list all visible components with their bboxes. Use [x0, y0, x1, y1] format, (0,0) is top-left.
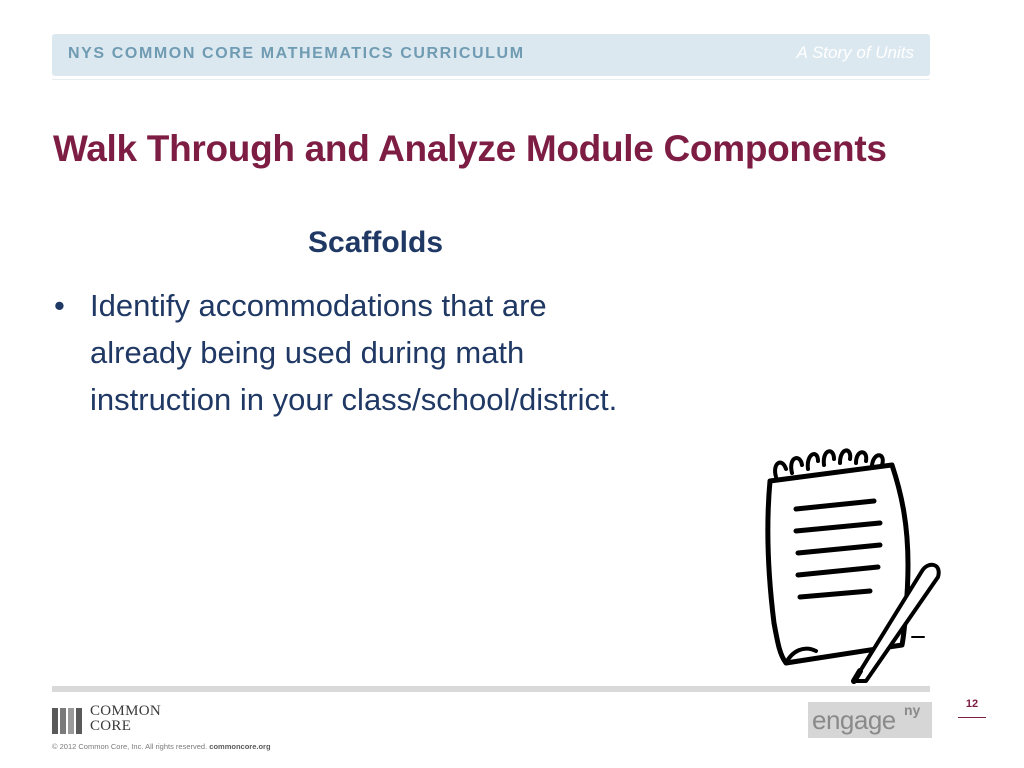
bullet-text: Identify accommodations that are already being used during math instruction in your class/school/district. — [90, 288, 618, 417]
logo-line-core: CORE — [90, 718, 132, 734]
section-heading: Scaffolds — [308, 226, 444, 259]
engage-superscript: ny — [904, 702, 921, 718]
common-core-logo — [52, 704, 192, 736]
page-number: 12 — [965, 698, 979, 710]
notepad-with-pen-icon — [752, 445, 948, 685]
bullet-dot-icon: • — [54, 288, 65, 323]
header-bar — [52, 34, 930, 76]
common-core-bars-icon — [52, 706, 84, 734]
copyright-link[interactable]: commoncore.org — [209, 742, 271, 751]
page-number-underline — [958, 717, 986, 718]
engage-word: engage — [812, 705, 896, 735]
copyright-text: © 2012 Common Core, Inc. All rights reserved. — [52, 742, 208, 751]
series-label: A Story of Units — [796, 43, 914, 62]
curriculum-label: NYS COMMON CORE MATHEMATICS CURRICULUM — [68, 45, 525, 62]
slide-title: Walk Through and Analyze Module Components — [53, 128, 887, 169]
bullet-item — [52, 282, 652, 423]
engage-ny-logo — [808, 702, 932, 738]
header-divider — [52, 79, 930, 80]
footer-divider — [52, 686, 930, 692]
bullet-list — [52, 282, 652, 423]
copyright-notice — [52, 742, 271, 751]
logo-line-common: COMMON — [90, 703, 161, 719]
